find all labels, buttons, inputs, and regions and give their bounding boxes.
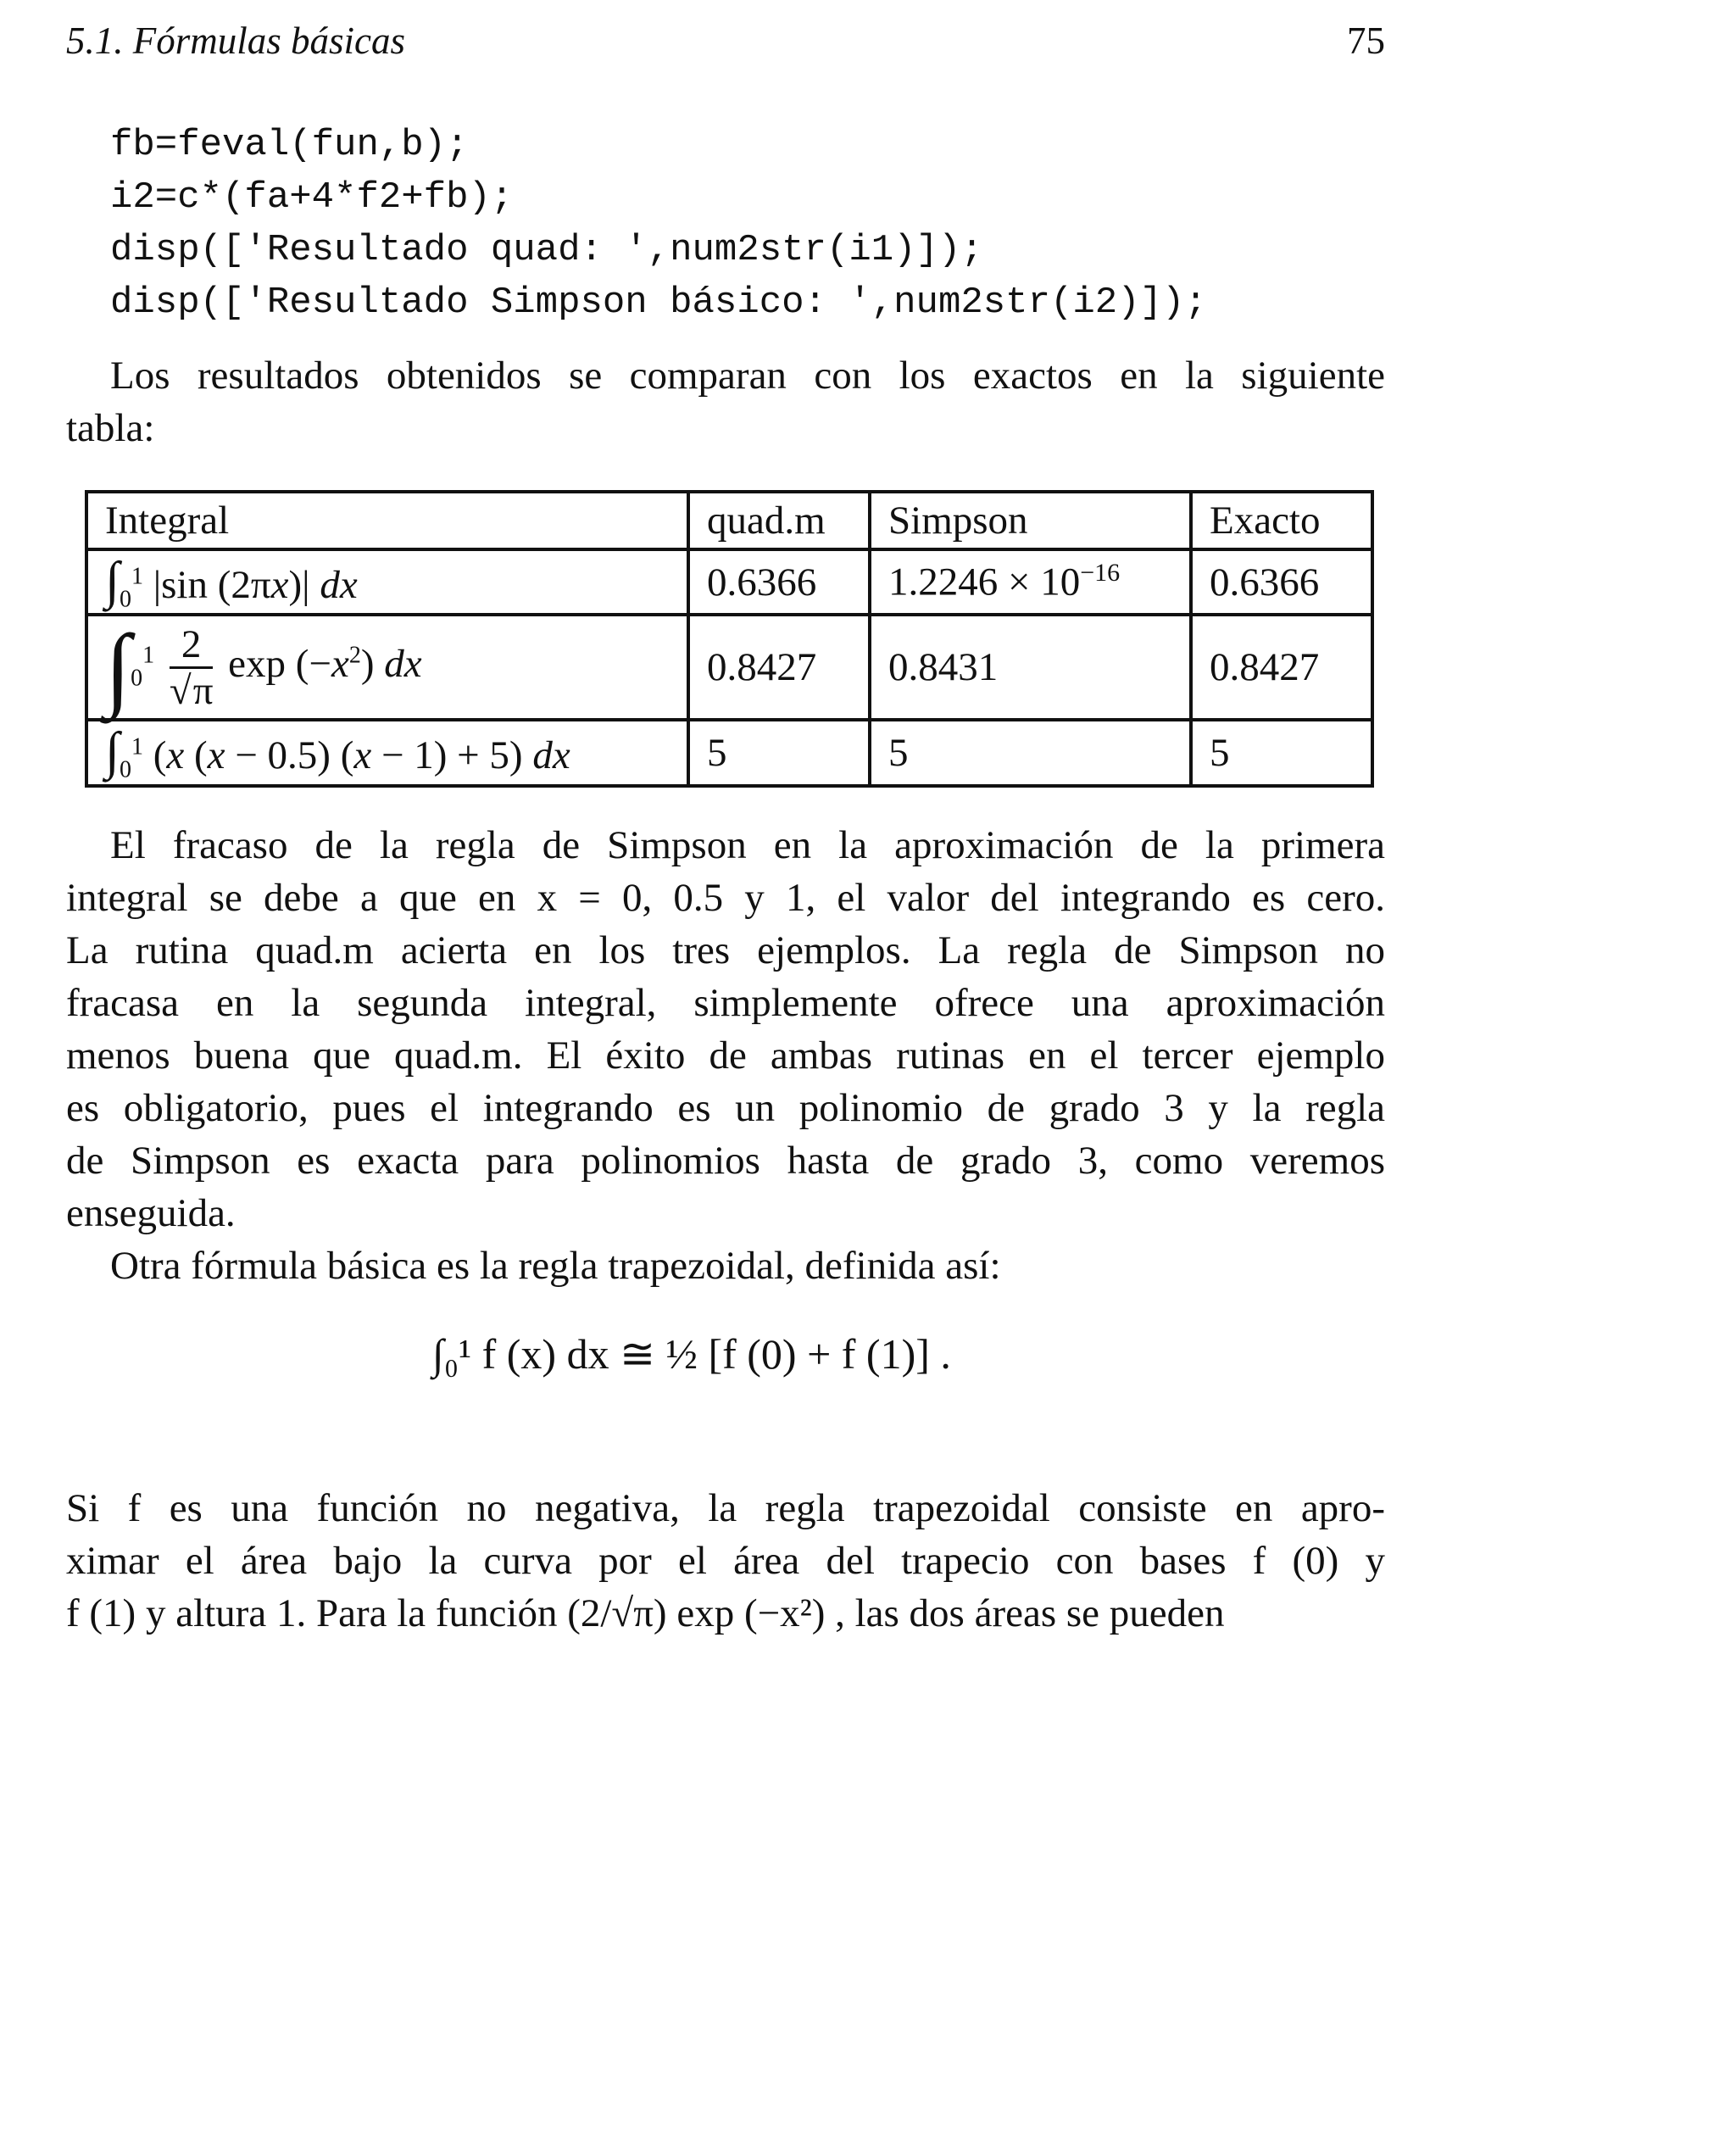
simpson-cell: 5 [870,720,1191,785]
text-line: ximar el área bajo la curva por el área del trapecio con bases f (0) y [66,1539,1385,1583]
integral-cell [86,720,688,785]
integral-formula: $\int_0^1$ |sin (2πx)| dx [105,552,358,613]
text-line: enseguida. [66,1191,236,1235]
text-line: menos buena que quad.m. El éxito de ambas rutinas en el tercer ejemplo [66,1033,1385,1078]
text-line: La rutina quad.m acierta en los tres ejemplos. La regla de Simpson no [66,928,1385,972]
code-line: i2=c*(fa+4*f2+fb); [110,176,514,219]
code-block [110,119,1207,329]
text-line: Otra fórmula básica es la regla trapezoidal, definida así: [110,1244,1001,1288]
integral-cell [86,549,688,615]
quad-cell: 5 [688,720,870,785]
text-line: integral se debe a que en x = 0, 0.5 y 1, el valor del integrando es cero. [66,876,1385,920]
table-row [86,615,1372,720]
text-line: de Simpson es exacta para polinomios hasta de grado 3, como veremos [66,1139,1385,1183]
integral-cell [86,615,688,720]
simpson-cell: 0.8431 [870,615,1191,720]
equation-text: ∫₀¹ f (x) dx ≅ ½ [f (0) + f (1)] . [432,1330,951,1378]
integral-formula: $\int_0^1$ $\frac{2}{√\pi}$ $\exp (-x^2)$ dx [105,616,422,720]
text-line: Si f es una función no negativa, la regla trapezoidal consiste en apro- [66,1486,1385,1530]
header-simpson: Simpson [870,492,1191,549]
exact-cell: 0.6366 [1191,549,1372,615]
header-integral: Integral [86,492,688,549]
simpson-cell: $1.2246 \times 10^{-16}$ [870,549,1191,615]
running-head: 5.1. Fórmulas básicas [66,19,406,62]
quad-cell: 0.6366 [688,549,870,615]
text-line: El fracaso de la regla de Simpson en la aproximación de la primera [110,823,1385,867]
integral-formula: $\int_0^1$ (x (x − 0.5) (x − 1) + 5) dx [105,722,570,783]
code-line: fb=feval(fun,b); [110,124,469,166]
table-row [86,549,1372,615]
code-line: disp(['Resultado Simpson básico: ',num2str(i2)]); [110,281,1207,324]
trapezoid-paragraph [66,1482,1385,1640]
discussion-paragraph [66,819,1385,1239]
text-line: tabla: [66,406,155,450]
text-line: Los resultados obtenidos se comparan con los exactos en la siguiente [110,354,1385,398]
text-line: es obligatorio, pues el integrando es un polinomio de grado 3 y la regla [66,1086,1385,1130]
results-table [85,490,1374,788]
exact-cell: 5 [1191,720,1372,785]
code-line: disp(['Resultado quad: ',num2str(i1)]); [110,229,983,271]
text-line: f (1) y altura 1. Para la función (2/√π) exp (−x²) , las dos áreas se pueden [66,1591,1225,1635]
intro-paragraph [66,349,1385,454]
trapezoid-intro [66,1239,1385,1292]
page-number: 75 [1347,19,1385,62]
header-exact: Exacto [1191,492,1372,549]
quad-cell: 0.8427 [688,615,870,720]
trapezoid-equation [432,1329,951,1379]
table-header-row [86,492,1372,549]
exact-cell: 0.8427 [1191,615,1372,720]
header-quad: quad.m [688,492,870,549]
page-header [66,19,1385,70]
text-line: fracasa en la segunda integral, simplemente ofrece una aproximación [66,981,1385,1025]
table-row [86,720,1372,785]
